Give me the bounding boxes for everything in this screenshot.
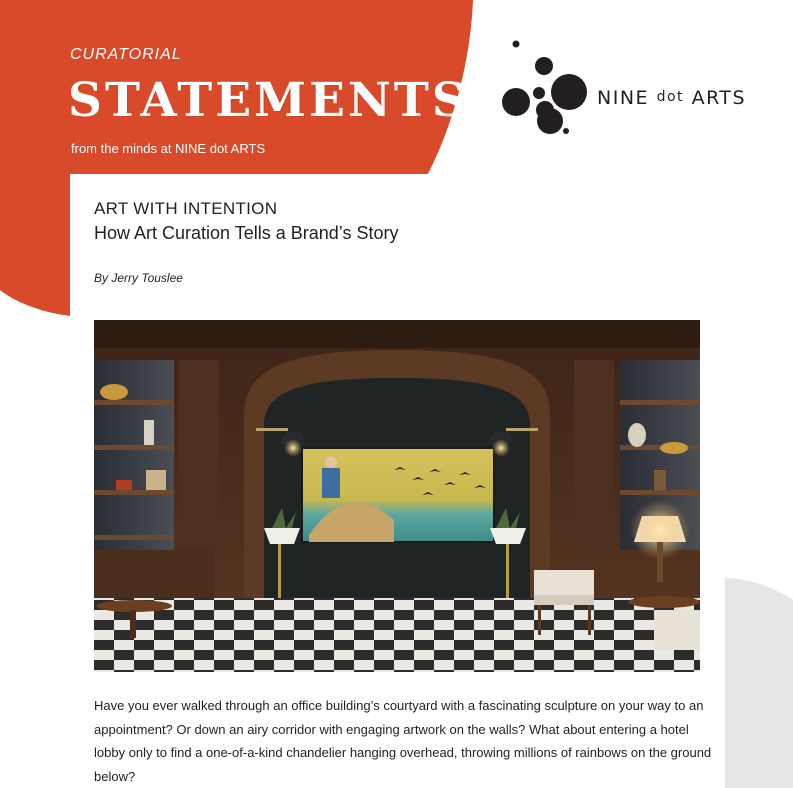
logo-word-arts: ARTS [691, 87, 747, 109]
logo-word-dot: dot [656, 89, 685, 105]
article-subtitle: How Art Curation Tells a Brand’s Story [94, 223, 399, 243]
article-intro-paragraph: Have you ever walked through an office building’s courtyard with a fascinating sculpture on your way to an appointment? Or down an airy corridor with engaging artwork on the walls? What about entering a hotel lobby only to find a one-of-a-kind chandelier hanging overhead, throwing millions of rainbows on the ground below? [94, 698, 712, 784]
article-byline: By Jerry Touslee [94, 271, 183, 285]
logo-word-nine: NINE [597, 87, 650, 109]
header-kicker: CURATORIAL [70, 46, 182, 63]
hotel-lobby-photo [94, 320, 700, 672]
gray-corner-shape [725, 578, 793, 788]
header-headline: STATEMENTS [68, 73, 469, 128]
header-tagline: from the minds at NINE dot ARTS [71, 141, 266, 156]
article-title: ART WITH INTENTION [94, 199, 278, 218]
logo-wordmark [597, 87, 746, 109]
